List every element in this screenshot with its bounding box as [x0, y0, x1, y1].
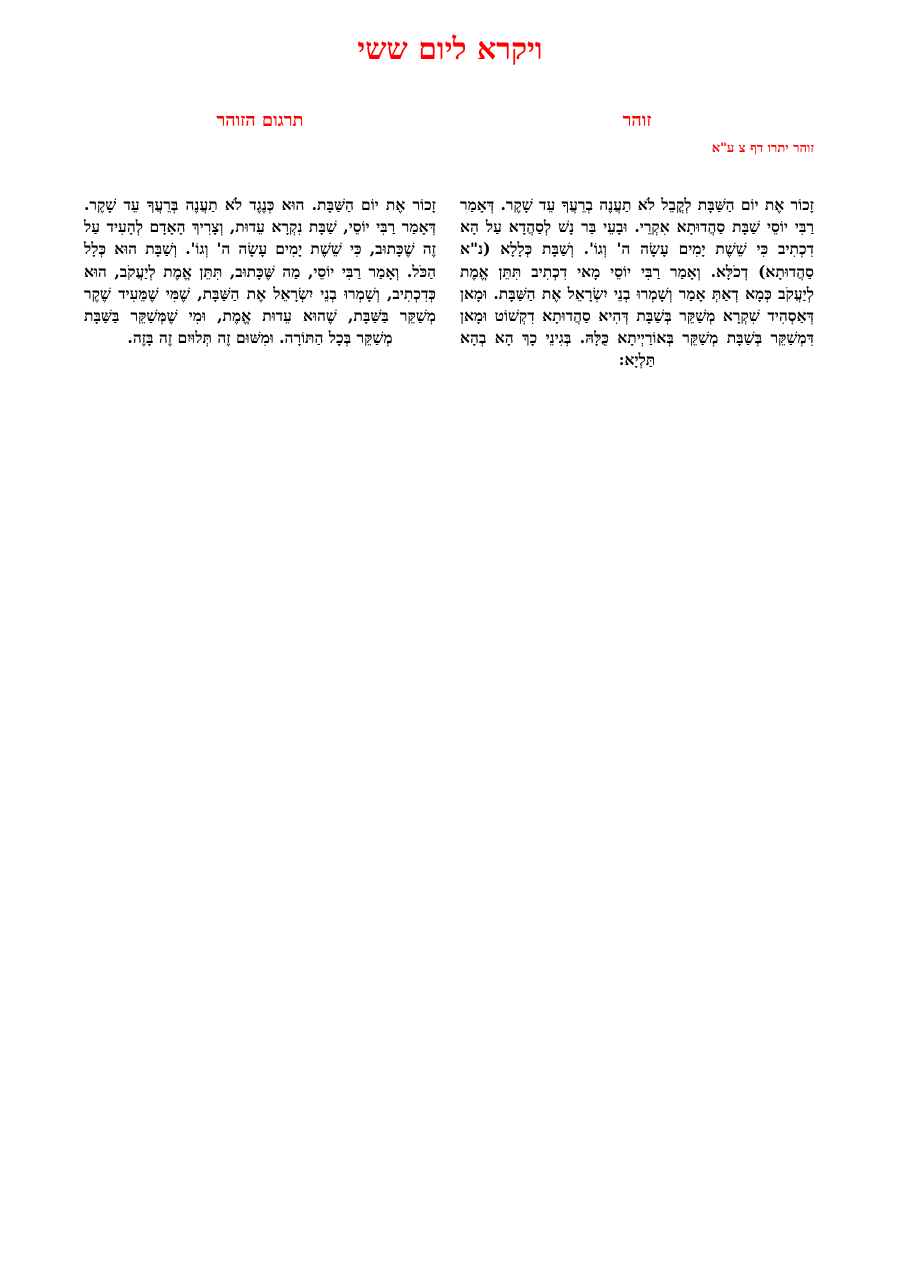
zohar-heading: זוהר [622, 110, 652, 131]
zohar-original-column [460, 108, 814, 372]
source-reference: זוהר יתרו דף צ ע"א [711, 141, 814, 156]
page-title: ויקרא ליום ששי [357, 32, 543, 67]
zohar-translation-text: זָכוֹר אֶת יוֹם הַשַּׁבָּת. הוּא כְּנֶגֶד לֹא תַעֲנֶה בְּרֵעֲךָ עֵד שָׁקֶר. דְּאָמַר רַבִּי יוֹסֵי, שַׁבָּת נִקְרָא עֵדוּת, וְצָרִיךְ הָאָדָם לְהָעִיד עַל זֶה שֶׁכָּתוּב, כִּי שֵׁשֶׁת יָמִים עָשָׂה ה' וְגוֹ'. וְשַׁבָּת הוּא כְּלָל הַכֹּל. וְאָמַר רַבִּי יוֹסֵי, מַה שֶּׁכָּתוּב, תִּתֵּן אֱמֶת לְיַעֲקֹב, הוּא כְּדִכְתִיב, וְשָׁמְרוּ בְנֵי יִשְׂרָאֵל אֶת הַשַּׁבָּת, שֶׁמִּי שֶׁמֵּעִיד שֶׁקֶר מְשַׁקֵּר בַּשַּׁבָּת, שֶׁהוּא עֵדוּת אֱמֶת, וּמִי שֶׁמְּשַׁקֵּר בַּשַּׁבָּת מְשַׁקֵּר בְּכָל הַתּוֹרָה. וּמִשּׁוּם זֶה תְּלוּיִם זֶה בָּזֶה. [84, 195, 436, 348]
zohar-original-text: זָכוֹר אֶת יוֹם הַשַּׁבָּת לְקֳבֵל לֹא תַעֲנֶה בְרֵעֲךָ עֵד שָׁקֶר. דְּאָמַר רַבִּי יוֹסֵי שַׁבָּת סַהֲדוּתָא אִקְרֵי. וּבָעֵי בַּר נָשׁ לְסַהֲדָא עַל הָא דִכְתִיב כִּי שֵׁשֶׁת יָמִים עָשָׂה ה' וְגוֹ'. וְשַׁבָּת כְּלָלָא (נ"א סַהֲדוּתָא) דְכֹלָּא. וְאָמַר רַבִּי יוֹסֵי מָאי דִכְתִיב תִּתֵּן אֱמֶת לְיַעֲקֹב כְּמָא דְאַתְּ אָמַר וְשָׁמְרוּ בְנֵי יִשְׂרָאֵל אֶת הַשַּׁבָּת. וּמָאן דְּאַסְהִיד שִׁקְרָא מְשַׁקֵּר בְּשַׁבָּת דְּהִיא סַהֲדוּתָא דִקְשׁוֹט וּמָאן דִּמְשַׁקֵּר בְּשַׁבָּת מְשַׁקֵּר בְּאוֹרַיְיתָא כֻּלָּהּ. בְּגִינֵי כָךְ הָא בְהָא תַּלְיָא: [460, 195, 814, 370]
translation-heading: תרגום הזוהר [216, 110, 304, 131]
zohar-translation-column [84, 108, 436, 349]
